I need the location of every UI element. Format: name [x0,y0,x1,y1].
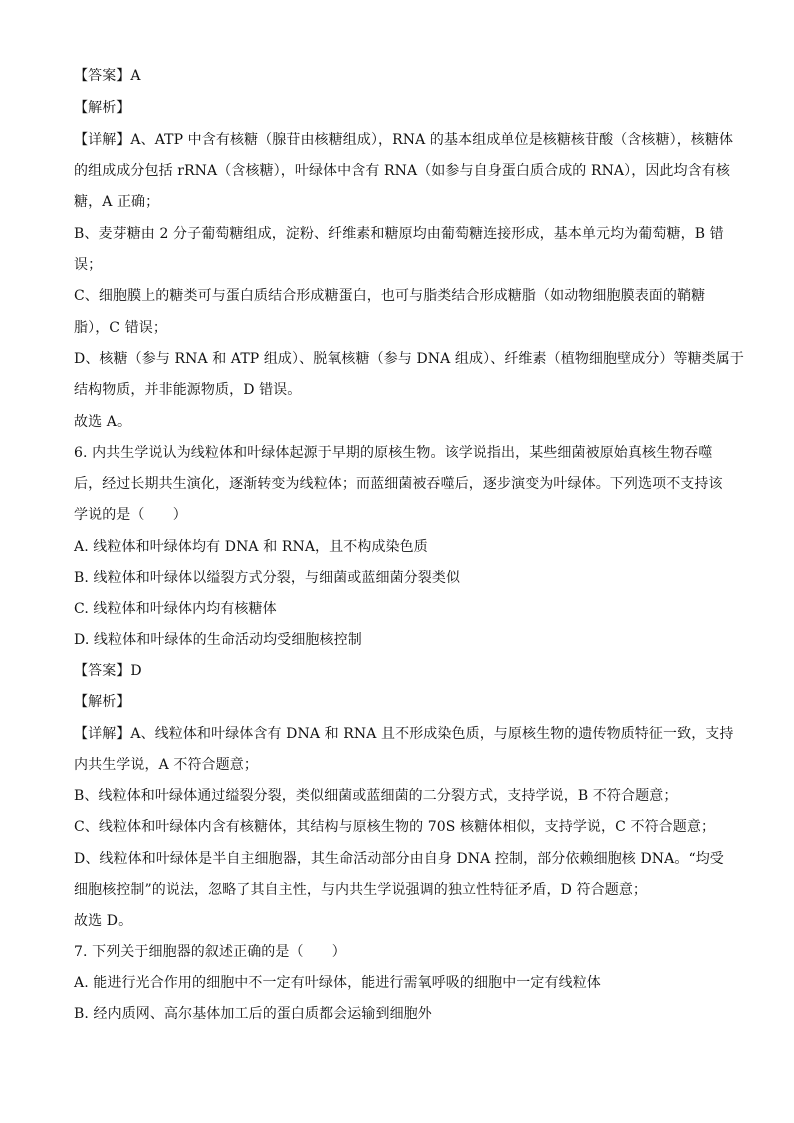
detail-text-line: 误； [74,257,103,273]
detail-text-line: B、麦芽糖由 2 分子葡萄糖组成，淀粉、纤维素和糖原均由葡萄糖连接形成，基本单元均为葡萄糖，B 错 [74,226,724,242]
detail-text-line: B、线粒体和叶绿体通过缢裂分裂，类似细菌或蓝细菌的二分裂方式，支持学说，B 不符合题意； [74,788,678,804]
question-6-stem: 学说的是（ ） [74,507,187,523]
detail-text-line: D、线粒体和叶绿体是半自主细胞器，其生命活动部分由自身 DNA 控制，部分依赖细胞核 DNA。“均受 [74,851,724,867]
detail-text-line: 内共生学说，A 不符合题意； [74,757,258,773]
question-6-stem: 后，经过长期共生演化，逐渐转变为线粒体；而蓝细菌被吞噬后，逐步演变为叶绿体。下列选项不支持该 [74,476,723,492]
answer-label-q5: 【答案】A [74,68,141,84]
detail-text-line: 【详解】A、线粒体和叶绿体含有 DNA 和 RNA 且不形成染色质，与原核生物的遗传物质特征一致，支持 [74,726,734,742]
question-7-option-a: A. 能进行光合作用的细胞中不一定有叶绿体，能进行需氧呼吸的细胞中一定有线粒体 [74,975,601,991]
detail-text-line: 脂），C 错误； [74,320,167,336]
detail-text-line: 的组成成分包括 rRNA（含核糖），叶绿体中含有 RNA（如参与自身蛋白质合成的 RNA），因此均含有核 [74,163,730,179]
detail-text-line: C、线粒体和叶绿体内含有核糖体，其结构与原核生物的 70S 核糖体相似，支持学说，C 不符合题意； [74,819,716,835]
detail-text-line: 结构物质，并非能源物质，D 错误。 [74,382,302,398]
question-6-stem: 6. 内共生学说认为线粒体和叶绿体起源于早期的原核生物。该学说指出，某些细菌被原始真核生物吞噬 [74,445,713,461]
question-7-option-b: B. 经内质网、高尔基体加工后的蛋白质都会运输到细胞外 [74,1006,432,1022]
conclusion-line: 故选 D。 [74,913,133,929]
analysis-label-q6: 【解析】 [74,694,131,710]
question-6-option-b: B. 线粒体和叶绿体以缢裂方式分裂，与细菌或蓝细菌分裂类似 [74,570,461,586]
question-6-option-c: C. 线粒体和叶绿体内均有核糖体 [74,601,277,617]
detail-text-line: D、核糖（参与 RNA 和 ATP 组成）、脱氧核糖（参与 DNA 组成）、纤维素（植物细胞壁成分）等糖类属于 [74,351,745,367]
question-7-stem: 7. 下列关于细胞器的叙述正确的是（ ） [74,944,346,960]
question-6-option-a: A. 线粒体和叶绿体均有 DNA 和 RNA，且不构成染色质 [74,539,428,555]
detail-text-line: 细胞核控制”的说法，忽略了其自主性，与内共生学说强调的独立性特征矛盾，D 符合题意； [74,882,648,898]
answer-label-q6: 【答案】D [74,663,142,679]
detail-text-line: 【详解】A、ATP 中含有核糖（腺苷由核糖组成），RNA 的基本组成单位是核糖核苷酸（含核糖），核糖体 [74,132,734,148]
conclusion-line: 故选 A。 [74,414,132,430]
question-6-option-d: D. 线粒体和叶绿体的生命活动均受细胞核控制 [74,632,362,648]
analysis-label-q5: 【解析】 [74,100,131,116]
detail-text-line: 糖，A 正确； [74,194,160,210]
detail-text-line: C、细胞膜上的糖类可与蛋白质结合形成糖蛋白，也可与脂类结合形成糖脂（如动物细胞膜表面的鞘糖 [74,288,706,304]
